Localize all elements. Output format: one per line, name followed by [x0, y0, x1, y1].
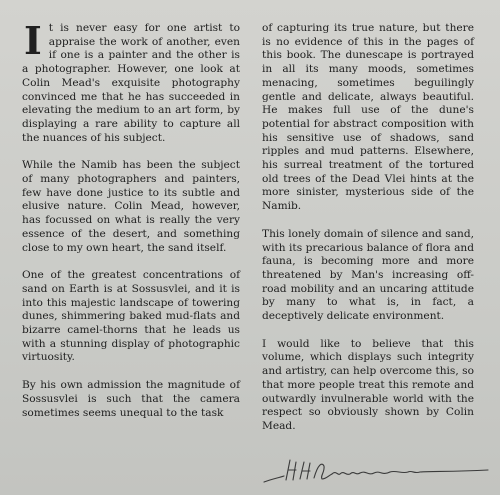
paragraph-1	[22, 18, 240, 145]
paragraph-1-text: t is never easy for one artist to appraise the work of another, even if one is a painter and the other is a photographer. However, one look at Colin Mead's exquisite photography convinced me that he has succeeded in elevating the medium to an art form, by displaying a rare ability to capture all the nuances of his subject.	[22, 22, 240, 144]
paragraph-4: By his own admission the magnitude of Sossusvlei is such that the camera sometimes seems unequal to the task	[22, 379, 240, 419]
signature	[262, 452, 492, 488]
right-column	[262, 22, 474, 448]
paragraph-7: I would like to believe that this volume, which displays such integrity and artistry, can help overcome this, so that more people treat this remote and outwardly invulnerable world with the respect so obviously shown by Colin Mead.	[262, 337, 474, 432]
paragraph-2: While the Namib has been the subject of many photographers and painters, few have done justice to its subtle and elusive nature. Colin Mead, however, has focussed on what is really the very essence of the desert, and something close to my own heart, the sand itself.	[22, 159, 240, 254]
paragraph-6: This lonely domain of silence and sand, with its precarious balance of flora and fauna, is becoming more and more threatened by Man's increasing off-road mobility and an uncaring attitude by many to what is, in fact, a deceptively delicate environment.	[262, 227, 474, 323]
paragraph-5: of capturing its true nature, but there is no evidence of this in the pages of this book. The dunescape is portrayed in all its many moods, sometimes menacing, sometimes beguilingly gentle and delicate, always beautiful. He makes full use of the dune's potential for abstract composition with his sensitive use of shadows, sand ripples and mud patterns. Elsewhere, his surreal treatment of the tortured old trees of the Dead Vlei hints at the more sinister, mysterious side of the Namib.	[262, 22, 474, 213]
drop-cap: I	[24, 18, 42, 63]
signature-drawing	[262, 452, 492, 488]
paragraph-3: One of the greatest concentrations of sand on Earth is at Sossusvlei, and it is into this majestic landscape of towering dunes, shimmering baked mud-flats and bizarre camel-thorns that he leads us with a stunning display of photographic virtuosity.	[22, 269, 240, 364]
left-column	[22, 18, 240, 434]
